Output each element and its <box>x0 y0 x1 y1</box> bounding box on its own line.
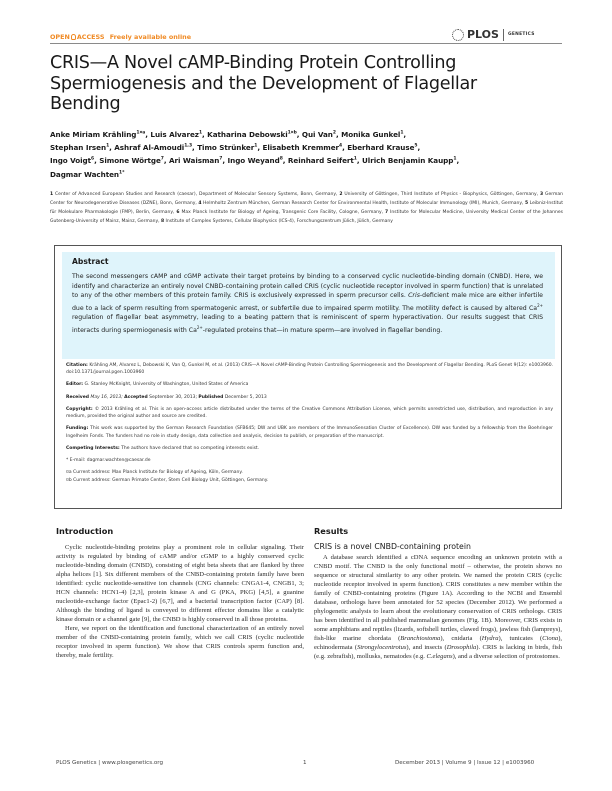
results-subheading: CRIS is a novel CNBD-containing protein <box>314 542 471 551</box>
author-list: Anke Miriam Krähling$^{1¤a}$, Luis Alvarez$^1$, Katharina Debowski$^{1¤b}$, Qui Van$^2$, Monika Gunkel$^1$, Stephan Irsen$^1$, Ashraf Al-Amoudi$^{1,3}$, Timo Strünker$^1$, Elisabeth Kremmer$^4$, Eberhard Krause$^5$, Ingo Voigt$^6$, Simone Wörtge$^7$, Ari Waisman$^7$, Ingo Weyand$^8$, Reinhard Seifert$^1$, Ulrich Benjamin Kaupp$^1$, Dagmar Wachten$^{1*}$ <box>50 130 460 179</box>
article-title: CRIS—A Novel cAMP-Binding Protein Controlling Spermiogenesis and the Development of Flagellar Bending <box>50 53 477 114</box>
author-name: Ingo Voigt <box>50 156 92 166</box>
affiliation: 1 Center of Advanced European Studies and Research (caesar), Department of Molecular Sensory Systems, Bonn, Germany, <box>50 192 340 197</box>
article-metadata <box>66 362 553 484</box>
author <box>197 143 257 152</box>
author-name: Katharina Debowski <box>207 130 288 139</box>
affiliation: 7 Institute for Molecular Medicine, University Medical Center of the Johannes Gutenberg-University of Mainz, Mainz, Germany, <box>50 209 563 224</box>
author-affiliation-marker: 1 <box>106 143 110 149</box>
author-name: Ingo Weyand <box>227 156 280 166</box>
author <box>288 156 357 165</box>
author-name: Reinhard Seifert <box>287 156 354 166</box>
affiliation: 4 Helmholtz Zentrum München, German Research Center for Environmental Health, Institute of Molecular Immunology (IMI), Munich, Germany, <box>198 200 526 206</box>
results-heading: Results <box>314 526 349 536</box>
author-affiliation-marker: 1 <box>254 143 258 149</box>
footer-issue-info: December 2013 | Volume 9 | Issue 12 | e1003960 <box>395 760 535 766</box>
author-affiliation-marker: 1¤b <box>287 130 297 136</box>
author <box>99 156 164 165</box>
author-name: Ari Waisman <box>169 156 220 166</box>
editor: Editor: G. Stanley McKnight, University of Washington, United States of America <box>66 382 249 388</box>
author-affiliation-marker: 1¤a <box>136 130 146 136</box>
funding: Funding: This work was supported by the German Research Foundation (SFB645; DW and UBK are members of the ImmunoSensation Cluster of Excellence). DW was funded by a fellowship from the Boehringer Ingelheim Fonds. The funders had no role in study design, data collection and analysis, decision to publish, or preparation of the manuscript. <box>66 426 553 439</box>
affiliation: 3 German Center for Neurodegenerative Diseases (DZNE), Bonn, Germany, <box>50 192 563 206</box>
introduction-heading: Introduction <box>56 526 114 536</box>
author-affiliation-marker: 8 <box>279 157 283 163</box>
author-affiliation-marker: 5 <box>414 143 418 149</box>
affiliation: 5 Leibniz-Institut für Molekulare Pharmakologie (FMP), Berlin, Germany, <box>50 200 564 215</box>
affiliation: 8 Institute of Complex Systems, Cellular Biophysics (ICS-4), Forschungszentrum Jülich, Jülich, Germany <box>160 218 393 224</box>
competing-interests: Competing Interests: The authors have declared that no competing interests exist. <box>66 445 260 451</box>
results-section <box>314 526 562 661</box>
author <box>50 156 94 165</box>
author-affiliation-marker: 2 <box>332 130 336 136</box>
author-affiliation-marker: 1,3 <box>184 143 193 149</box>
introduction-section <box>56 526 304 660</box>
author-name: Ashraf Al-Amoudi <box>114 143 185 153</box>
journal-name: GENETICS <box>507 32 535 37</box>
author-affiliation-marker: 1 <box>198 130 203 136</box>
author-name: Monika Gunkel <box>341 130 401 139</box>
plos-brand: PLOS <box>467 28 499 41</box>
abstract-panel <box>62 252 555 359</box>
copyright: Copyright: © 2013 Krähling et al. This is an open-access article distributed under the terms of the Creative Commons Attribution License, which permits unrestricted use, distribution, and reproduction in any medium, provided the original author and source are credited. <box>66 406 553 420</box>
page-number: 1 <box>303 760 307 766</box>
author-affiliation-marker: 1 <box>453 157 457 163</box>
author <box>50 143 109 152</box>
author-name: Eberhard Krause <box>347 143 415 153</box>
author <box>262 143 342 152</box>
author <box>347 143 417 152</box>
author-name: Elisabeth Kremmer <box>262 143 340 153</box>
abstract-heading: Abstract <box>72 257 109 266</box>
author <box>341 130 403 139</box>
introduction-paragraph: Here, we report on the identification and functional characterization of an entirely novel member of the CNBD-containing protein family, which we call CRIS (cyclic nucleotide receptor involved in sperm function). We show that CRIS controls sperm function and, thereby, male fertility. <box>56 625 304 659</box>
open-access-badge <box>50 33 191 41</box>
author-name: Luis Alvarez <box>150 130 199 139</box>
citation: Citation: Krähling AM, Alvarez L, Debowski K, Van Q, Gunkel M, et al. (2013) CRIS—A Novel cAMP-Binding Protein Controlling Spermiogenesis and the Development of Flagellar Bending. PLoS Genet 9(12): e1003960. doi:10.1371/journal.pgen.1003960 <box>66 363 553 376</box>
corresponding-email[interactable]: * E-mail: dagmar.wachten@caesar.de <box>66 458 151 464</box>
author-affiliation-marker: 7 <box>219 157 223 163</box>
author <box>50 130 145 139</box>
author-affiliation-marker: 6 <box>91 157 95 163</box>
logo-divider <box>503 29 504 41</box>
affiliation: 2 University of Göttingen, Third Institute of Physics - Biophysics, Göttingen, Germany, <box>339 192 540 197</box>
author-affiliation-marker: 7 <box>160 157 164 163</box>
author <box>50 170 124 179</box>
author-name: Dagmar Wachten <box>50 169 119 179</box>
author <box>169 156 222 165</box>
author <box>114 143 192 152</box>
results-paragraph: A database search identified a cDNA sequence encoding an unknown protein with a CNBD motif. The CNBD is the only functional motif – otherwise, the protein shows no sequence or structural similarity to any other protein. We named the protein CRIS (cyclic nucleotide receptor involved in sperm function). CRIS constitutes a new member within the family of CNBD-containing proteins (Figure 1A). According to the NCBI and Ensembl database, orthologs have been annotated for 52 species (December 2012). We performed a phylogenetic analysis to learn about the evolutionary conservation of CRIS orthologs. CRIS has been identified in all published mammalian genomes (Fig. 1B). Moreover, CRIS exists in some amphibians and reptiles (lizards, softshell turtles, clawed frogs), jawless fish (lampreys), fish-like marine chordata (Branchiostoma), cnidaria (Hydra), tunicates (Ciona), echinodermata (Strongylocentrotus), and insects (Drosophila). CRIS is lacking in birds, fish (e.g. zebrafish), mollusks, nematodes (e.g. C.elegans), and a diverse selection of protostomes. <box>314 554 563 660</box>
author-name: Ulrich Benjamin Kaupp <box>362 156 454 166</box>
affiliations <box>50 191 563 227</box>
open-access-label: OPEN <box>50 33 70 41</box>
abstract-text: The second messengers cAMP and cGMP activate their target proteins by binding to a conserved cyclic nucleotide-binding domain (CNBD). Here, we identify and characterize an entirely novel CNBD-containing protein called CRIS (cyclic nucleotide receptor involved in sperm function) that is unrelated to any of the other members of this protein family. CRIS is exclusively expressed in sperm precursor cells. Cris-deficient male mice are either infertile due to a lack of sperm resulting from spermatogenic arrest, or subfertile due to impaired sperm motility. The motility defect is caused by altered $Ca^{2+}$ regulation of flagellar beat asymmetry, leading to a beating pattern that is reminiscent of sperm hyperactivation. Our results suggest that CRIS interacts during spermiogenesis with $Ca^{2+}$-regulated proteins that—in mature sperm—are involved in flagellar bending. <box>72 273 543 334</box>
plos-genetics-logo <box>452 28 535 41</box>
author <box>207 130 297 139</box>
author-name: Qui Van <box>301 130 333 139</box>
author-affiliation-marker: 1* <box>118 170 125 176</box>
author <box>362 156 456 165</box>
author-name: Anke Miriam Krähling <box>50 130 137 139</box>
freely-available-label: Freely available online <box>109 33 192 41</box>
affiliation: 6 Max Planck Institute for Biology of Ageing, Transgenic Core Facility, Cologne, Germany, <box>176 209 385 215</box>
footer-journal-site[interactable]: PLOS Genetics | www.plosgenetics.org <box>56 760 164 766</box>
author-affiliation-marker: 1 <box>400 130 404 136</box>
header-rule <box>50 43 562 44</box>
author-name: Stephan Irsen <box>50 143 107 153</box>
author <box>302 130 336 139</box>
plos-sun-icon <box>452 29 464 41</box>
access-label: ACCESS <box>76 33 105 41</box>
current-address-b: ¤b Current address: German Primate Center, Stem Cell Biology Unit, Göttingen, Germany. <box>66 477 269 483</box>
open-lock-icon <box>71 34 76 40</box>
introduction-paragraph: Cyclic nucleotide-binding proteins play a prominent role in cellular signaling. Their activity is regulated by binding of cAMP and/or cGMP to a highly conserved cyclic nucleotide-binding domain (CNBD), consisting of eight beta sheets that are flanked by three alpha helices [1]. Six different members of the CNBD-containing protein family have been identified: cyclic nucleotide-sensitive ion channels (CNG channels: CNGA1-4, CNGB1, 3; HCN channels: HCN1-4) [2,3], protein kinase A and G (PKA, PKG) [4,5], a guanine nucleotide-exchange factor (Epac1-2) [6,7], and a bacterial transcription factor (CAP) [8]. Although the binding of ligand is conveyed to different effector domains like a catalytic kinase domain or a channel gate [9], the CNBD is highly conserved in all those proteins. <box>56 544 304 623</box>
author <box>150 130 202 139</box>
author-name: Simone Wörtge <box>99 156 161 166</box>
dates: Received May 16, 2013; Accepted September 30, 2013; Published December 5, 2013 <box>66 394 267 400</box>
author-affiliation-marker: 4 <box>339 143 343 149</box>
author-name: Timo Strünker <box>197 143 255 153</box>
author-affiliation-marker: 1 <box>353 157 357 163</box>
current-address-a: ¤a Current address: Max Planck Institute for Biology of Ageing, Köln, Germany. <box>66 470 243 476</box>
author <box>228 156 283 165</box>
